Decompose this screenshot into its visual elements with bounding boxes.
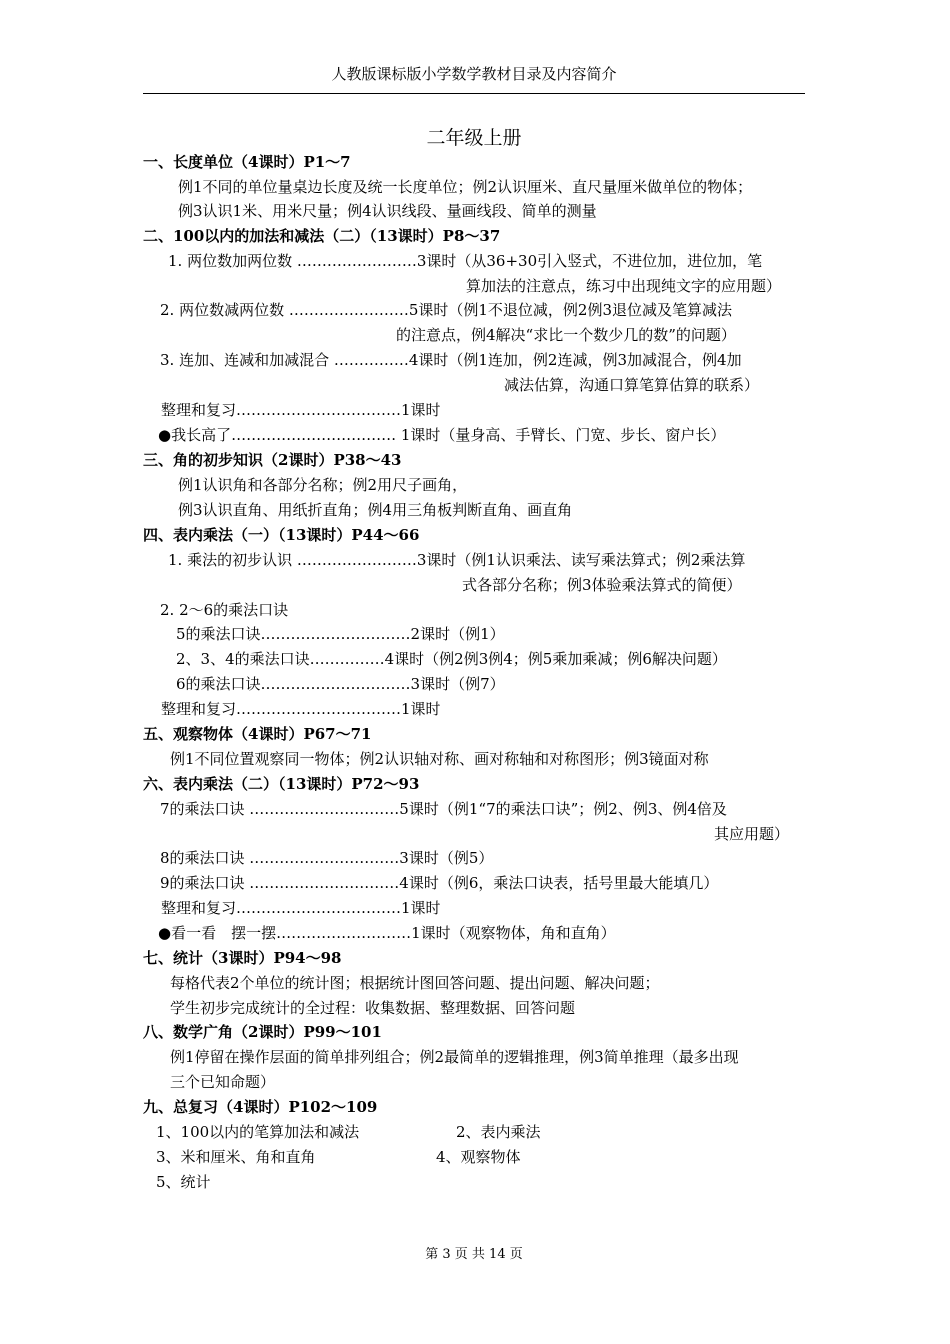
content-line: 例1认识角和各部分名称；例2用尺子画角， (178, 476, 468, 494)
page-title: 二年级上册 (426, 127, 522, 149)
section-heading-7: 七、统计（3课时）P94～98 (143, 949, 342, 967)
content-line: 学生初步完成统计的全过程：收集数据、整理数据、回答问题 (170, 999, 576, 1017)
review-item: 1、100以内的笔算加法和减法 (156, 1123, 360, 1141)
review-item: 3、米和厘米、角和直角 (156, 1148, 316, 1166)
content-line: 1. 两位数加两位数 ……………………3课时（从36+30引入竖式，不进位加，进位加，笔 (168, 252, 763, 270)
section-heading-5: 五、观察物体（4课时）P67～71 (143, 725, 372, 743)
section-heading-1: 一、长度单位（4课时）P1～7 (143, 153, 351, 171)
content-line: 整理和复习……………………………1课时 (161, 401, 441, 419)
section-heading-3: 三、角的初步知识（2课时）P38～43 (143, 451, 402, 469)
content-line: 例3认识直角、用纸折直角；例4用三角板判断直角、画直角 (178, 501, 573, 519)
content-line: 6的乘法口诀…………………………3课时（例7） (176, 675, 505, 693)
content-line: 例1停留在操作层面的简单排列组合；例2最简单的逻辑推理，例3简单推理（最多出现 (170, 1048, 739, 1066)
content-line: ●我长高了…………………………… 1课时（量身高、手臂长、门宽、步长、窗户长） (158, 426, 726, 444)
section-heading-4: 四、表内乘法（一）（13课时）P44～66 (143, 526, 420, 544)
page-header: 人教版课标版小学数学教材目录及内容简介 (331, 65, 617, 83)
content-line: 算加法的注意点，练习中出现纯文字的应用题） (466, 277, 782, 295)
content-line: 每格代表2个单位的统计图；根据统计图回答问题、提出问题、解决问题； (170, 974, 660, 992)
content-line: 例1不同的单位量桌边长度及统一长度单位；例2认识厘米、直尺量厘米做单位的物体； (178, 178, 753, 196)
content-line: 9的乘法口诀 …………………………4课时（例6，乘法口诀表，括号里最大能填几） (160, 874, 719, 892)
content-line: 1. 乘法的初步认识 ……………………3课时（例1认识乘法、读写乘法算式；例2乘法算 (168, 551, 746, 569)
content-line: 整理和复习……………………………1课时 (161, 700, 441, 718)
content-line: 例3认识1米、用米尺量；例4认识线段、量画线段、简单的测量 (178, 202, 597, 220)
content-line: 3. 连加、连减和加减混合 ……………4课时（例1连加，例2连减，例3加减混合，例4加 (160, 351, 742, 369)
review-item: 4、观察物体 (436, 1148, 521, 1166)
content-line: 其应用题） (714, 825, 790, 843)
content-line: 减法估算，沟通口算笔算估算的联系） (504, 376, 760, 394)
header-divider (143, 93, 805, 94)
page-footer: 第 3 页 共 14 页 (425, 1247, 523, 1262)
section-heading-8: 八、数学广角（2课时）P99～101 (143, 1023, 382, 1041)
content-line: ●看一看 摆一摆………………………1课时（观察物体，角和直角） (158, 924, 616, 942)
content-line: 2. 两位数减两位数 ……………………5课时（例1不退位减，例2例3退位减及笔算减法 (160, 301, 733, 319)
content-line: 7的乘法口诀 …………………………5课时（例1“7的乘法口诀”；例2、例3、例4倍及 (160, 800, 727, 818)
content-line: 的注意点，例4解决“求比一个数少几的数”的问题） (396, 326, 736, 344)
content-line: 8的乘法口诀 …………………………3课时（例5） (160, 849, 494, 867)
review-item: 2、表内乘法 (456, 1123, 541, 1141)
content-line: 2. 2～6的乘法口诀 (160, 601, 289, 619)
section-heading-2: 二、100以内的加法和减法（二）（13课时）P8～37 (143, 227, 501, 245)
content-line: 2、3、4的乘法口诀……………4课时（例2例3例4；例5乘加乘减；例6解决问题） (176, 650, 727, 668)
review-item: 5、统计 (156, 1173, 211, 1191)
content-line: 三个已知命题） (170, 1073, 276, 1091)
content-line: 例1不同位置观察同一物体；例2认识轴对称、画对称轴和对称图形；例3镜面对称 (170, 750, 709, 768)
section-heading-6: 六、表内乘法（二）（13课时）P72～93 (143, 775, 420, 793)
section-heading-9: 九、总复习（4课时）P102～109 (143, 1098, 378, 1116)
content-line: 5的乘法口诀…………………………2课时（例1） (176, 625, 505, 643)
content-line: 式各部分名称；例3体验乘法算式的简便） (462, 576, 742, 594)
content-line: 整理和复习……………………………1课时 (161, 899, 441, 917)
